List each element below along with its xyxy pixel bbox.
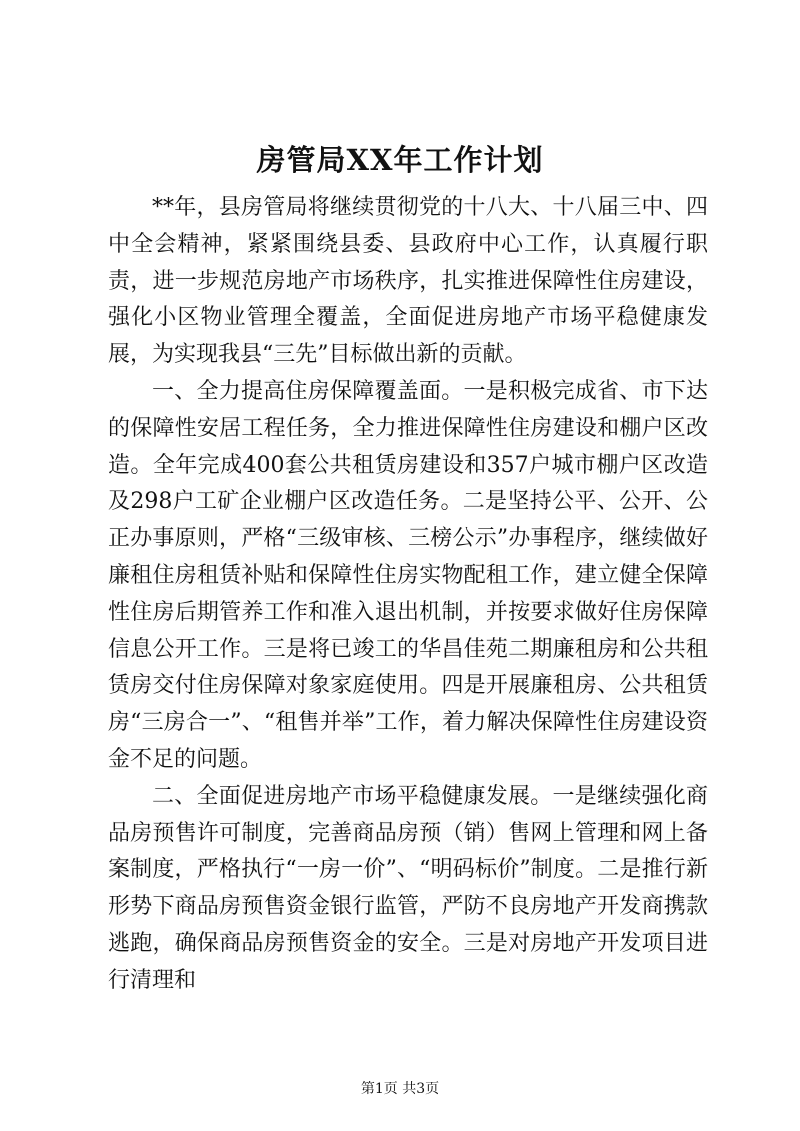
- document-body: [108, 190, 708, 1000]
- page-number: 第1页 共3页: [360, 1081, 440, 1097]
- document-title: 房管局XX年工作计划: [256, 143, 544, 177]
- paragraph-real-estate-market: 二、全面促进房地产市场平稳健康发展。一是继续强化商品房预售许可制度，完善商品房预（销）售网上管理和网上备案制度，严格执行“一房一价”、“明码标价”制度。二是推行新形势下商品房预售资金银行监管，严防不良房地产开发商携款逃跑，确保商品房预售资金的安全。三是对房地产开发项目进行清理和: [108, 783, 708, 993]
- paragraph-intro: **年，县房管局将继续贯彻党的十八大、十八届三中、四中全会精神，紧紧围绕县委、县政府中心工作，认真履行职责，进一步规范房地产市场秩序，扎实推进保障性住房建设，强化小区物业管理全覆盖，全面促进房地产市场平稳健康发展，为实现我县“三先”目标做出新的贡献。: [108, 195, 708, 368]
- paragraph-housing-security: 一、全力提高住房保障覆盖面。一是积极完成省、市下达的保障性安居工程任务，全力推进保障性住房建设和棚户区改造。全年完成400套公共租赁房建设和357户城市棚户区改造及298户工矿企业棚户区改造任务。二是坚持公平、公开、公正办事原则，严格“三级审核、三榜公示”办事程序，继续做好廉租住房租赁补贴和保障性住房实物配租工作，建立健全保障性住房后期管养工作和准入退出机制，并按要求做好住房保障信息公开工作。三是将已竣工的华昌佳苑二期廉租房和公共租赁房交付住房保障对象家庭使用。四是开展廉租房、公共租赁房“三房合一”、“租售并举”工作，着力解决保障性住房建设资金不足的问题。: [108, 378, 708, 772]
